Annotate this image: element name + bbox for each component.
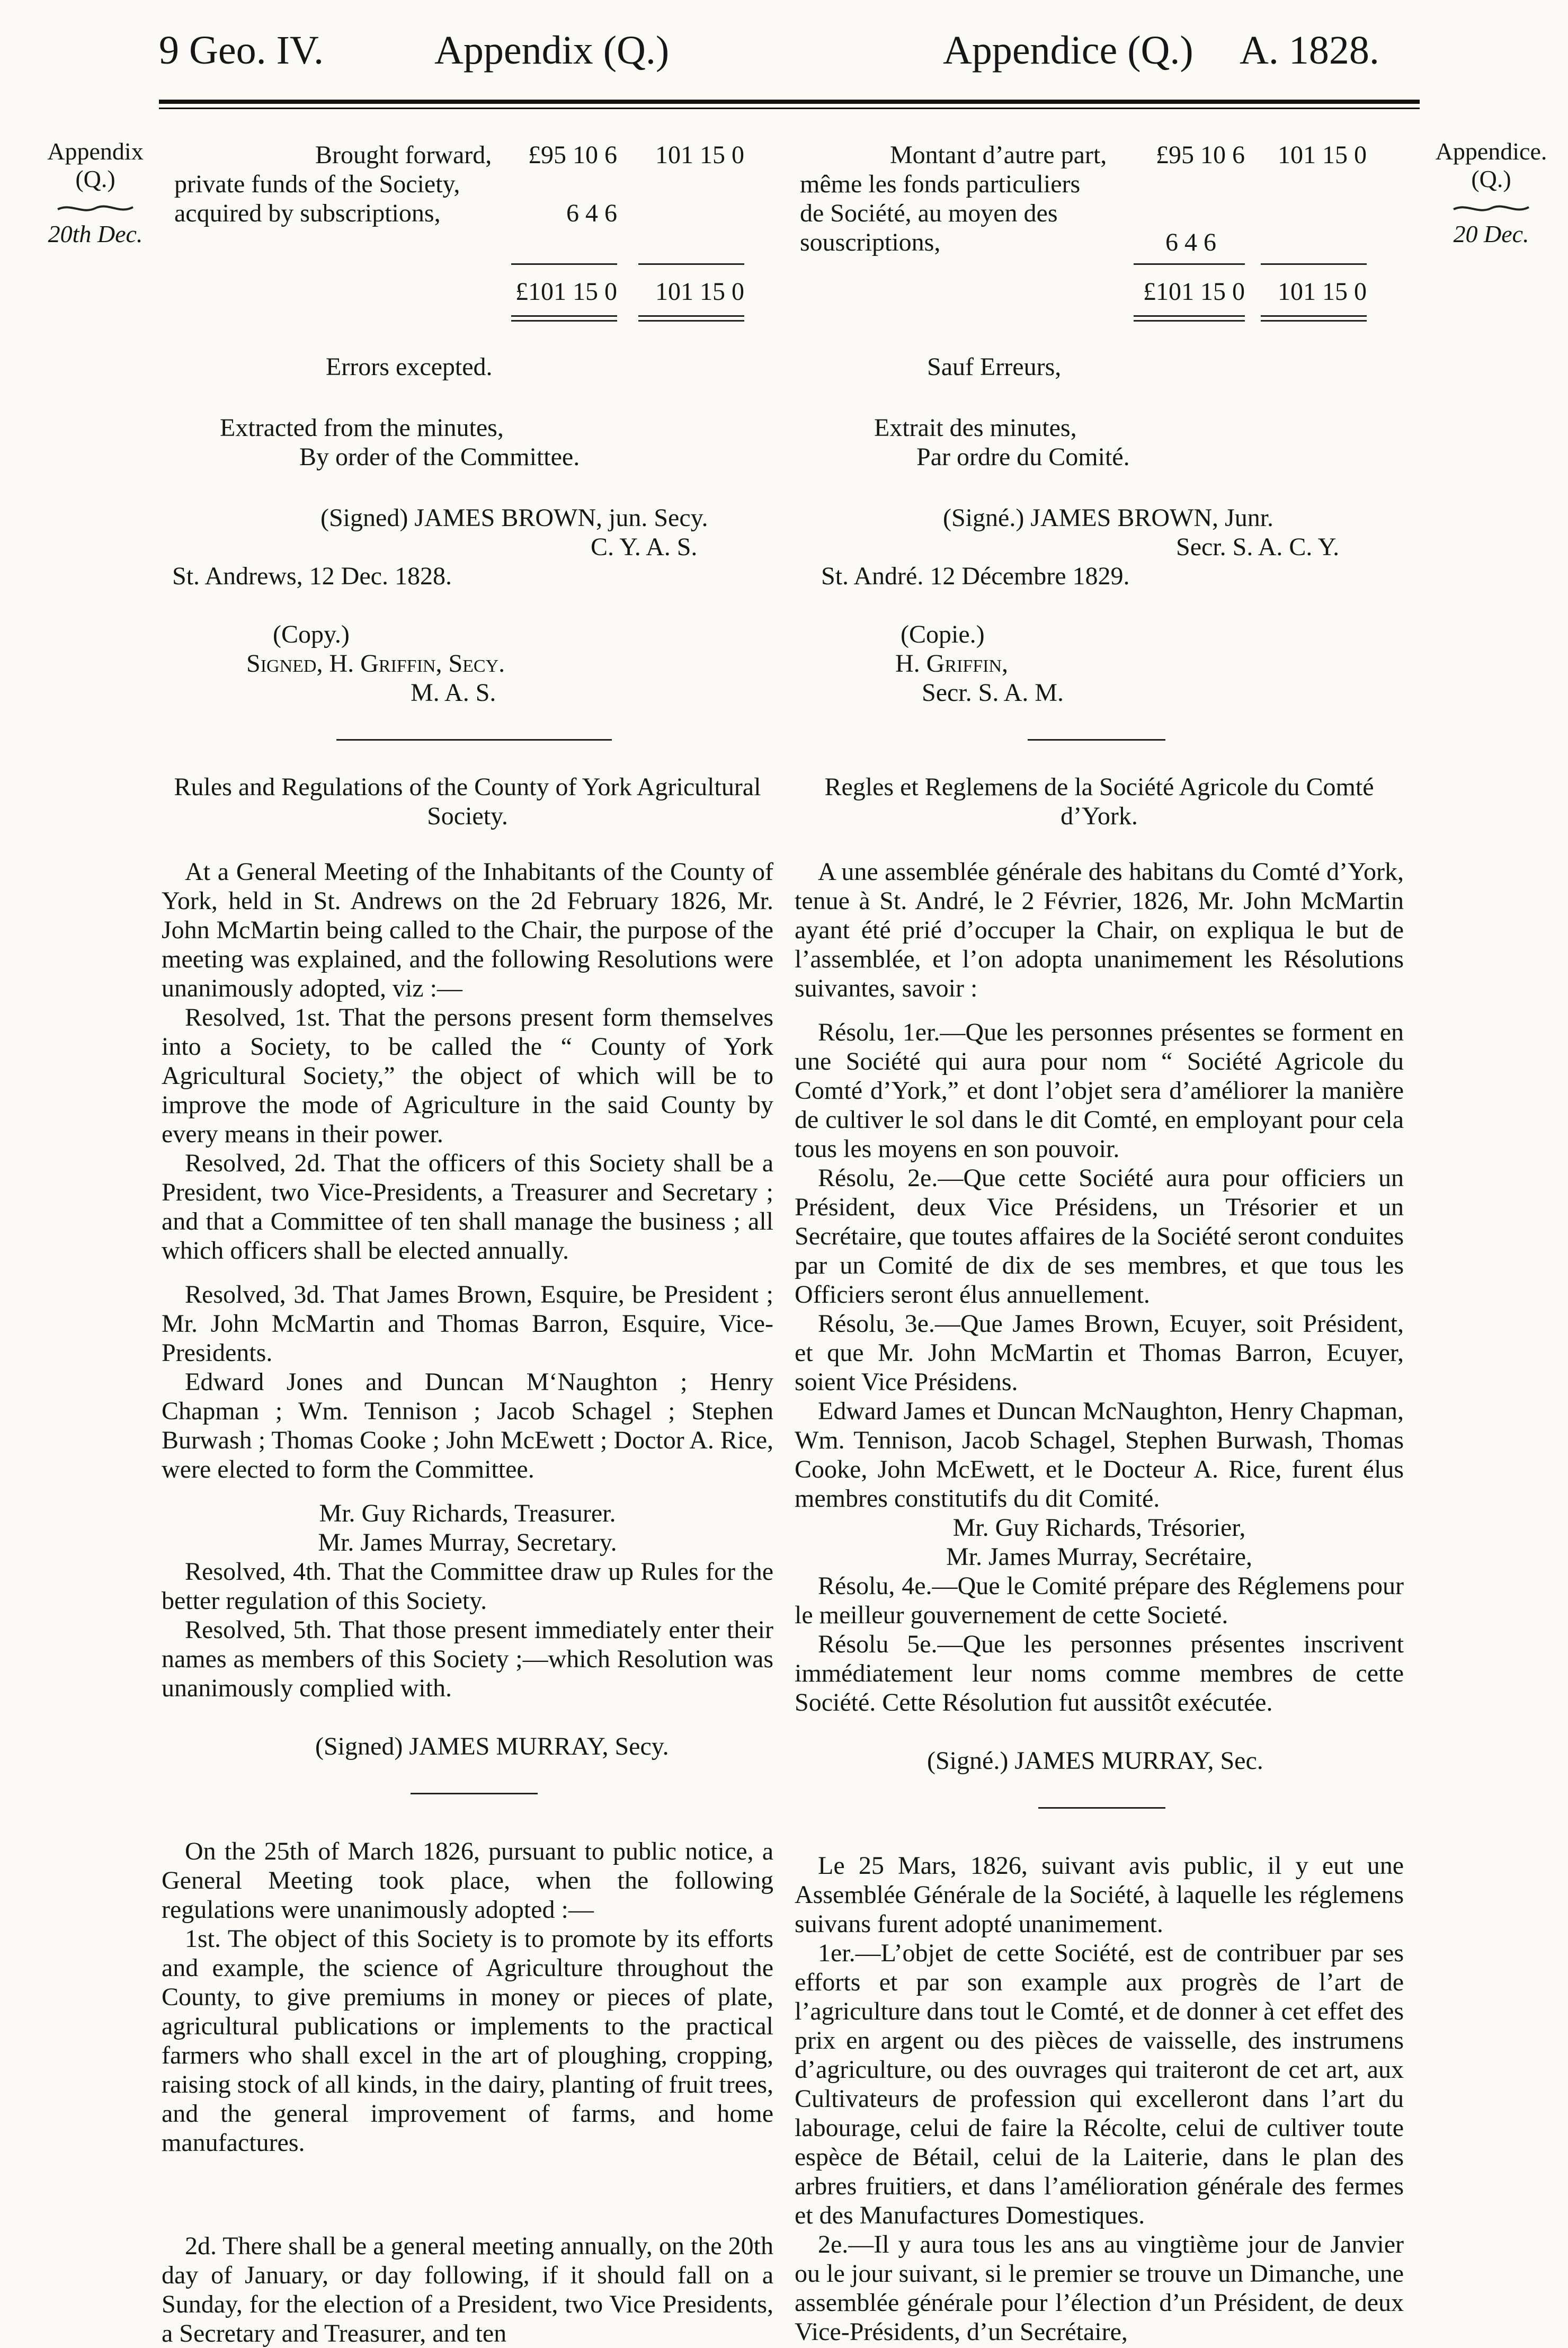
resolution-2-fr: Résolu, 2e.—Que cette Société aura pour officiers un Président, deux Vice Présidens, un Trésorier et un Secrétaire, que toutes affaires de la Société seront conduites par un Comité de dix de ses membres, et que tous les Officiers seront élus annuellement.: [795, 1164, 1404, 1309]
committee-paragraph: Edward Jones and Duncan M‘Naughton ; Henry Chapman ; Wm. Tennison ; Jacob Schagel ; Stephen Burwash ; Thomas Cooke ; John McEwett ; Doctor A. Rice, were elected to form the Committee.: [162, 1368, 773, 1483]
souscriptions-line-fr: souscriptions,: [800, 228, 941, 256]
signature-brown: (Signed) JAMES BROWN, jun. Secy.: [320, 504, 708, 532]
brought-forward-amount: £95 10 6: [528, 141, 617, 169]
rules-title: Rules and Regulations of the County of York Agricultural Society.: [174, 773, 761, 830]
margin-note-right-date: 20 Dec.: [1453, 220, 1529, 247]
section-divider: [336, 739, 612, 741]
society-initials-fr: Secr. S. A. C. Y.: [1176, 533, 1340, 561]
resolution-4: Resolved, 4th. That the Committee draw up Rules for the better regulation of this Society.: [162, 1558, 773, 1615]
resolution-2: Resolved, 2d. That the officers of this Society shall be a President, two Vice-Presidents, a Treasurer and Secretary ; and that a Committee of ten shall manage the business ; all which officers shall be elected annually.: [162, 1149, 773, 1265]
margin-note-right-line1: Appendice.: [1435, 138, 1547, 165]
total-double-rule: [1261, 315, 1367, 322]
english-column: [162, 140, 773, 2348]
signature-griffin-fr: H. Griffin,: [895, 650, 1009, 678]
header-year: A. 1828.: [1240, 28, 1379, 73]
secretary-line-fr: Mr. James Murray, Secrétaire,: [946, 1543, 1252, 1571]
meeting-paragraph: At a General Meeting of the Inhabitants of the County of York, held in St. Andrews on the 2d February 1826, Mr. John McMartin being called to the Chair, the purpose of the meeting was explained, and the following Resolutions were unanimously adopted, viz :—: [162, 858, 773, 1002]
section-divider: [1028, 739, 1165, 741]
resolution-4-fr: Résolu, 4e.—Que le Comité prépare des Réglemens pour le meilleur gouvernement de cette Societé.: [795, 1572, 1404, 1629]
sum-rule: [511, 263, 617, 265]
header-rule-thin: [159, 108, 1420, 109]
committee-paragraph-fr: Edward James et Duncan McNaughton, Henry Chapman, Wm. Tennison, Jacob Schagel, Stephen Burwash, Thomas Cooke, John McEwett, et le Docteur A. Rice, furent élus membres constitutifs du dit Comité.: [795, 1397, 1404, 1513]
society-initials-mas-fr: Secr. S. A. M.: [922, 679, 1064, 707]
sum-rule: [1134, 263, 1245, 265]
brought-forward-amount-fr: £95 10 6: [1156, 141, 1245, 169]
header-session: 9 Geo. IV.: [159, 28, 324, 73]
margin-note-left-date: 20th Dec.: [48, 220, 143, 247]
signature-brown-fr: (Signé.) JAMES BROWN, Junr.: [943, 504, 1274, 532]
article-1-fr: 1er.—L’objet de cette Société, est de contribuer par ses efforts et par son example aux progrès de l’art de l’agriculture dans tout le Comté, et de donner à cet effet des prix en argent ou des pièces de vaisselle, des instrumens d’agriculture, ou des ouvrages qui traiteront de cet art, aux Cultivateurs de profession qui excelleront dans l’art du labourage, celui de faire la Récolte, celui de cultiver toute espèce de Bétail, celui de la Laiterie, dans le plan des arbres fruitiers, et dans l’amélioration générale des fermes et des Manufactures Domestiques.: [795, 1939, 1404, 2229]
resolution-1-fr: Résolu, 1er.—Que les personnes présentes se forment en une Société qui aura pour nom “ Société Agricole du Comté d’York,” et dont l’objet sera d’améliorer la manière de cultiver le sol dans le dit Comté, en employant pour cela tous les moyens en son pouvoir.: [795, 1018, 1404, 1163]
treasurer-line-fr: Mr. Guy Richards, Trésorier,: [952, 1514, 1246, 1542]
margin-note-right-line2: (Q.): [1471, 165, 1511, 192]
account-en: [162, 140, 773, 352]
signature-griffin: Signed, H. Griffin, Secy.: [246, 650, 505, 678]
march-meeting-paragraph: On the 25th of March 1826, pursuant to public notice, a General Meeting took place, when the following regulations were unanimously adopted :—: [162, 1837, 773, 1924]
march-meeting-paragraph-fr: Le 25 Mars, 1826, suivant avis public, il y eut une Assemblée Générale de la Société, à laquelle les réglemens suivans furent adopté unanimement.: [795, 1852, 1404, 1938]
flourish-icon: [1451, 202, 1531, 215]
section-divider: [1038, 1807, 1165, 1809]
private-funds-line: private funds of the Society,: [174, 170, 460, 198]
sum-rule: [1261, 263, 1367, 265]
society-initials-mas: M. A. S.: [411, 679, 496, 707]
signature-murray: (Signed) JAMES MURRAY, Secy.: [315, 1732, 669, 1760]
total-amount: £101 15 0: [515, 278, 617, 306]
secretary-line: Mr. James Murray, Secretary.: [318, 1528, 617, 1557]
sum-rule: [638, 263, 744, 265]
margin-note-left-line1: Appendix: [47, 138, 144, 165]
header-appendix-en: Appendix (Q.): [434, 28, 670, 73]
subscriptions-amount-fr: 6 4 6: [1165, 228, 1216, 256]
meeting-paragraph-fr: A une assemblée générale des habitans du Comté d’York, tenue à St. André, le 2 Février, 1826, Mr. John McMartin ayant été prié d’occuper la Chair, on expliqua le but de l’assemblée, et l’on adopta unanimement les Résolutions suivantes, savoir :: [795, 858, 1404, 1002]
resolution-5-fr: Résolu 5e.—Que les personnes présentes inscrivent immédiatement leur noms comme membres de cette Société. Cette Résolution fut aussitôt exécutée.: [795, 1630, 1404, 1716]
header-rule-thick: [159, 100, 1420, 104]
margin-note-left-line2: (Q.): [75, 165, 115, 192]
article-2-fr: 2e.—Il y aura tous les ans au vingtième jour de Janvier ou le jour suivant, si le premier se trouve un Dimanche, une assemblée générale pour l’élection d’un Président, de deux Vice-Présidents, d’un Secrétaire,: [795, 2230, 1404, 2346]
place-date: St. Andrews, 12 Dec. 1828.: [172, 562, 452, 590]
total-amount-2: 101 15 0: [655, 278, 744, 306]
treasurer-line: Mr. Guy Richards, Treasurer.: [319, 1499, 616, 1527]
french-column: [795, 140, 1404, 2346]
errors-excepted: Errors excepted.: [326, 353, 493, 381]
article-1: 1st. The object of this Society is to promote by its efforts and example, the science of Agriculture throughout the County, to give premiums in money or pieces of plate, agricultural publications or implements to the practical farmers who shall excel in the art of ploughing, cropping, raising stock of all kinds, in the dairy, planting of fruit trees, and the general improvement of farms, and home manufactures.: [162, 1925, 773, 2157]
brought-forward-label-fr: Montant d’autre part,: [890, 141, 1107, 169]
brought-forward-label: Brought forward,: [315, 141, 492, 169]
copy-label-fr: (Copie.): [901, 620, 985, 648]
margin-note-left: [32, 138, 159, 248]
article-2: 2d. There shall be a general meeting annually, on the 20th day of January, or day following, if it should fall on a Sunday, for the election of a President, two Vice Presidents, a Secretary and Treasurer, and ten: [162, 2232, 773, 2347]
margin-note-right: [1425, 138, 1557, 248]
total-double-rule: [511, 315, 617, 322]
society-initials: C. Y. A. S.: [591, 533, 698, 561]
signature-murray-fr: (Signé.) JAMES MURRAY, Sec.: [927, 1747, 1263, 1775]
total-amount-fr: £101 15 0: [1143, 278, 1245, 306]
brought-forward-total-fr: 101 15 0: [1278, 141, 1367, 169]
subscriptions-line: acquired by subscriptions,: [174, 199, 441, 227]
private-funds-line-fr: même les fonds particuliers: [800, 170, 1081, 198]
resolution-1: Resolved, 1st. That the persons present form themselves into a Society, to be called the “ County of York Agricultural Society,” the object of which will be to improve the mode of Agriculture in the said County by every means in their power.: [162, 1003, 773, 1148]
rules-title-fr: Regles et Reglemens de la Société Agricole du Comté d’York.: [824, 773, 1374, 830]
subscriptions-amount: 6 4 6: [566, 199, 617, 227]
total-amount-2-fr: 101 15 0: [1278, 278, 1367, 306]
by-order-line: By order of the Committee.: [299, 443, 580, 471]
extracted-line-fr: Extrait des minutes,: [874, 414, 1077, 442]
societe-line-fr: de Société, au moyen des: [800, 199, 1058, 227]
total-double-rule: [638, 315, 744, 322]
by-order-line-fr: Par ordre du Comité.: [916, 443, 1130, 471]
errors-excepted-fr: Sauf Erreurs,: [927, 353, 1062, 381]
header-appendix-fr: Appendice (Q.): [943, 28, 1193, 73]
resolution-3-fr: Résolu, 3e.—Que James Brown, Ecuyer, soit Président, et que Mr. John McMartin et Thomas Barron, Ecuyer, soient Vice Présidens.: [795, 1310, 1404, 1396]
extracted-line: Extracted from the minutes,: [220, 414, 504, 442]
flourish-icon: [56, 202, 135, 215]
account-fr: [795, 140, 1404, 352]
place-date-fr: St. André. 12 Décembre 1829.: [821, 562, 1130, 590]
copy-label: (Copy.): [273, 620, 350, 648]
total-double-rule: [1134, 315, 1245, 322]
resolution-5: Resolved, 5th. That those present immediately enter their names as members of this Society ;—which Resolution was unanimously complied with.: [162, 1616, 773, 1702]
resolution-3: Resolved, 3d. That James Brown, Esquire, be President ; Mr. John McMartin and Thomas Barron, Esquire, Vice-Presidents.: [162, 1280, 773, 1367]
brought-forward-total: 101 15 0: [655, 141, 744, 169]
section-divider: [411, 1793, 538, 1794]
